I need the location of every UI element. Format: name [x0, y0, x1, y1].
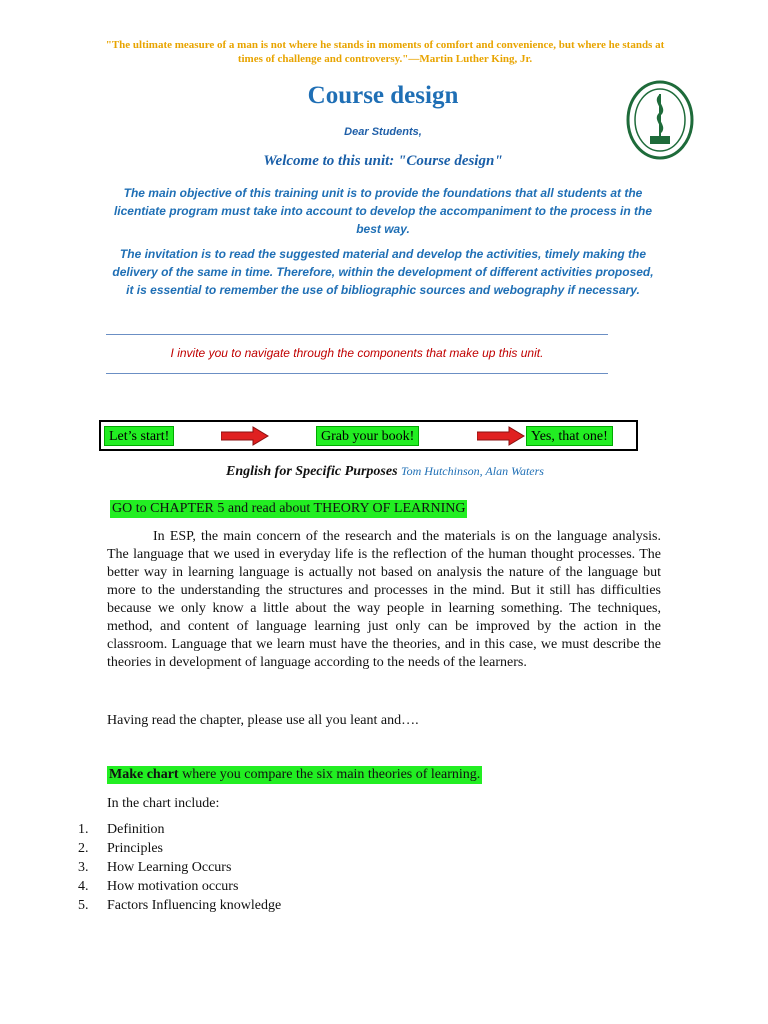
book-authors: Tom Hutchinson, Alan Waters [401, 464, 544, 478]
book-title: English for Specific Purposes [226, 464, 398, 479]
step-grab-book: Grab your book! [316, 426, 419, 446]
steps-bar [99, 420, 638, 451]
body-paragraph [107, 528, 661, 672]
page-title: Course design [307, 82, 459, 109]
arrow-right-icon [477, 426, 525, 446]
chart-items-list [78, 820, 281, 915]
objective-paragraph: The main objective of this training unit is to provide the foundations that all students at the licentiate program must take into account to develop the accompaniment to the process in the best way. [113, 186, 653, 236]
invite-text: I invite you to navigate through the components that make up this unit. [170, 346, 544, 360]
divider-bottom [106, 373, 608, 374]
divider-top [106, 334, 608, 335]
body-text: In ESP, the main concern of the research and the materials is on the language analysis. The language that we used in everyday life is the reflection of the human thought processes. The better way in learning language is actually not based on analysis the nature of the language but more to the understanding the structures and processes in the mind. But it still has difficulties because we only know a little about the way people in learning something. The techniques, method, and content of language learning just only can be improved by the action in the classroom. Language that we learn must have the theories, and in this case, we must describe the theories in development of language according to the needs of the learners. [107, 529, 661, 670]
make-chart-rest: where you compare the six main theories of learning. [178, 767, 481, 782]
list-item: 5. Factors Influencing knowledge [78, 898, 282, 913]
list-item: 1. Definition [78, 822, 165, 837]
make-chart-bold: Make chart [109, 767, 179, 782]
list-item: 3. How Learning Occurs [78, 860, 232, 875]
include-label: In the chart include: [107, 796, 220, 811]
make-chart-instruction [107, 766, 482, 784]
step-yes-that-one: Yes, that one! [526, 426, 613, 446]
having-read-text: Having read the chapter, please use all you leant and…. [107, 713, 419, 728]
list-item: 4. How motivation occurs [78, 879, 239, 894]
invitation-paragraph: The invitation is to read the suggested material and develop the activities, timely making the delivery of the same in time. Therefore, within the development of different activities proposed, it is essential to remember the use of bibliographic sources and webography if necessary. [112, 247, 654, 297]
book-reference [100, 464, 670, 480]
arrow-right-icon [221, 426, 269, 446]
step-lets-start: Let’s start! [104, 426, 174, 446]
welcome-heading: Welcome to this unit: "Course design" [263, 153, 503, 169]
goto-instruction: GO to CHAPTER 5 and read about THEORY OF LEARNING [112, 501, 466, 516]
university-seal-icon [626, 80, 694, 160]
epigraph-quote: "The ultimate measure of a man is not where he stands in moments of comfort and convenience, but where he stands at times of challenge and controversy."—Martin Luther King, Jr. [105, 39, 665, 65]
salutation: Dear Students, [344, 126, 422, 138]
list-item: 2. Principles [78, 841, 163, 856]
